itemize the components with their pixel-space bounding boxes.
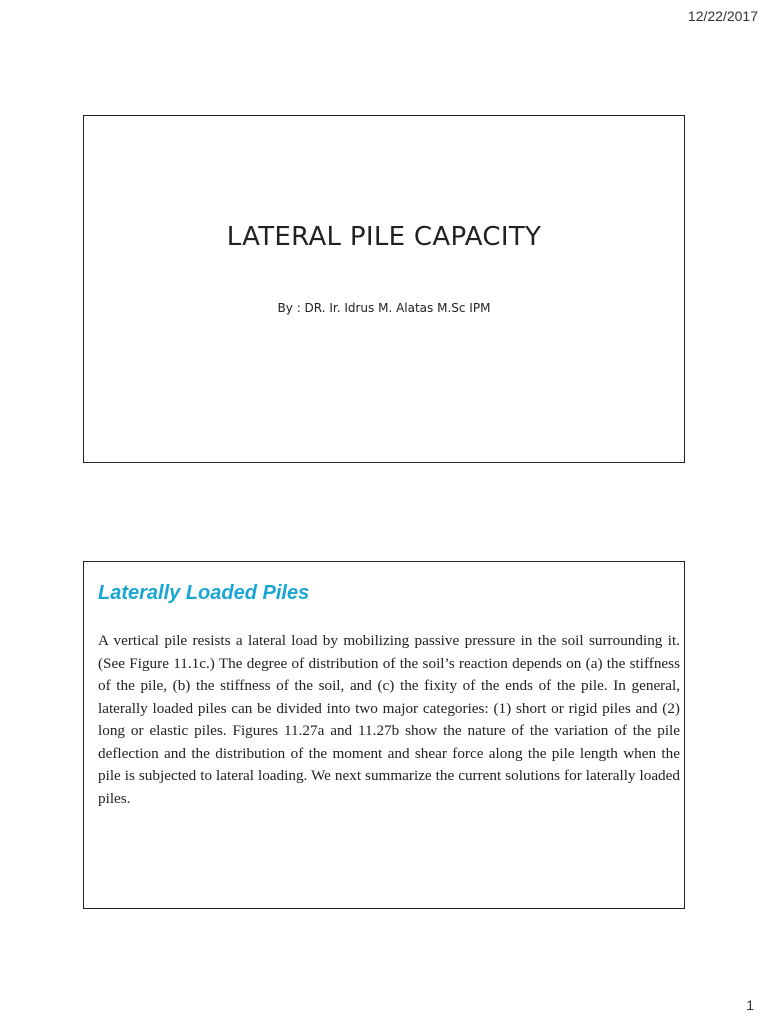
page-date: 12/22/2017 <box>687 8 758 24</box>
slide-author: By : DR. Ir. Idrus M. Alatas M.Sc IPM <box>277 301 491 315</box>
body-paragraph: A vertical pile resists a lateral load by mobilizing passive pressure in the soil surrounding it. (See Figure 11.1c.) The degree of distribution of the soil’s reaction depends on (a) the stiffness of the pile, (b) the stiffness of the soil, and (c) the fixity of the ends of the pile. In general, laterally loaded piles can be divided into two major categories: (1) short or rigid piles and (2) long or elastic piles. Figures 11.27a and 11.27b show the nature of the variation of the pile deflection and the distribution of the moment and shear force along the pile length when the pile is subjected to lateral loading. We next summarize the current solutions for laterally loaded piles. <box>98 632 680 807</box>
section-heading: Laterally Loaded Piles <box>98 582 310 604</box>
slide-title: LATERAL PILE CAPACITY <box>226 222 542 252</box>
title-slide <box>83 115 685 463</box>
page-number: 1 <box>746 997 754 1013</box>
content-slide <box>83 561 685 909</box>
